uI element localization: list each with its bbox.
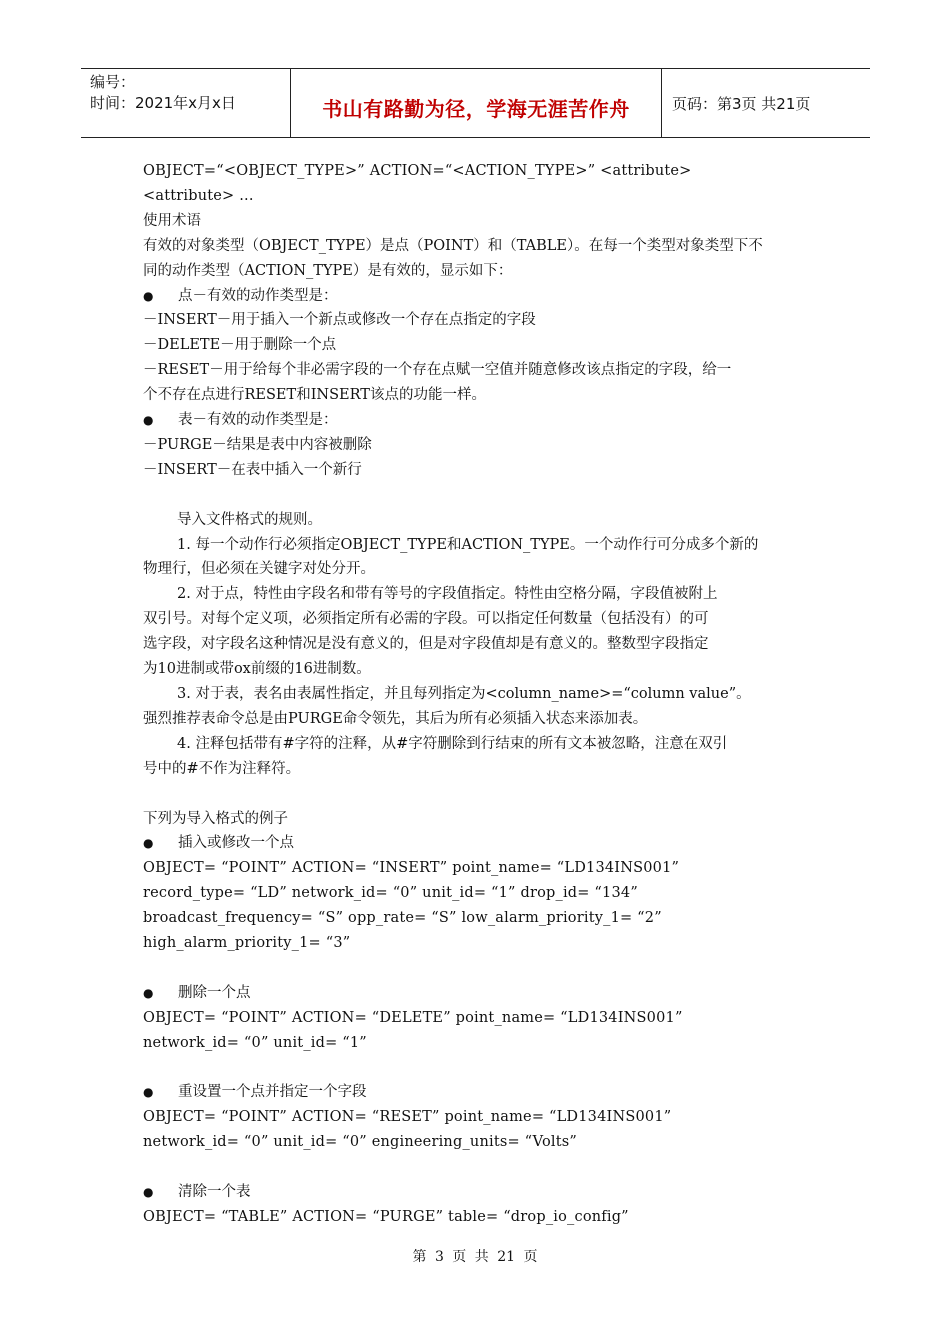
text-line: 物理行，但必须在关键字对处分开。 <box>143 561 375 578</box>
bullet-icon: ● <box>143 413 154 428</box>
document-number-label: 编号： <box>90 73 136 91</box>
code-line: high_alarm_priority_1= “3” <box>143 935 351 952</box>
paragraph-line: 4. 注释包括带有#字符的注释，从#字符删除到行结束的所有文本被忽略，注意在双引 <box>177 735 728 752</box>
page-header <box>81 68 870 138</box>
text-line: 使用术语 <box>143 212 201 229</box>
bullet-item <box>143 831 813 856</box>
code-line: OBJECT= “POINT” ACTION= “INSERT” point_name= “LD134INS001” <box>143 860 680 877</box>
text-line: －INSERT－用于插入一个新点或修改一个存在点指定的字段 <box>143 312 536 329</box>
code-line: network_id= “0” unit_id= “1” <box>143 1034 367 1051</box>
bullet-text: 重设置一个点并指定一个字段 <box>178 1084 367 1101</box>
code-line: record_type= “LD” network_id= “0” unit_id= “1” drop_id= “134” <box>143 885 638 902</box>
header-motto: 书山有路勤为径，学海无涯苦作舟 <box>291 69 662 137</box>
bullet-text: 删除一个点 <box>178 984 251 1001</box>
paragraph-line: 2. 对于点，特性由字段名和带有等号的字段值指定。特性由空格分隔，字段值被附上 <box>177 586 718 603</box>
blank-line <box>143 782 813 807</box>
bullet-text: 清除一个表 <box>178 1184 251 1201</box>
page-footer: 第 3 页 共 21 页 <box>412 1249 538 1265</box>
bullet-text: 点－有效的动作类型是： <box>178 287 338 304</box>
bullet-icon: ● <box>143 985 154 1000</box>
text-line: －RESET－用于给每个非必需字段的一个存在点赋一空值并随意修改该点指定的字段，给一 <box>143 362 732 379</box>
text-line: －INSERT－在表中插入一个新行 <box>143 461 362 478</box>
header-meta <box>81 69 291 137</box>
text-line: 个不存在点进行RESET和INSERT该点的功能一样。 <box>143 387 486 404</box>
bullet-icon: ● <box>143 1185 154 1200</box>
bullet-item <box>143 1080 813 1105</box>
bullet-icon: ● <box>143 836 154 851</box>
text-line: 强烈推荐表命令总是由PURGE命令领先，其后为所有必须插入状态来添加表。 <box>143 710 648 727</box>
text-line: －DELETE－用于删除一个点 <box>143 337 337 354</box>
paragraph-line: 3. 对于表，表名由表属性指定，并且每列指定为<column_name>=“column value”。 <box>177 686 751 703</box>
bullet-icon: ● <box>143 1085 154 1100</box>
code-line: OBJECT= “TABLE” ACTION= “PURGE” table= “drop_io_config” <box>143 1208 629 1225</box>
code-line: broadcast_frequency= “S” opp_rate= “S” low_alarm_priority_1= “2” <box>143 910 662 927</box>
text-line: 双引号。对每个定义项，必须指定所有必需的字段。可以指定任何数量（包括没有）的可 <box>143 611 709 628</box>
text-line: 同的动作类型（ACTION_TYPE）是有效的，显示如下： <box>143 262 513 279</box>
bullet-text: 表－有效的动作类型是： <box>178 412 338 429</box>
code-line: OBJECT=“<OBJECT_TYPE>” ACTION=“<ACTION_TYPE>” <attribute> <box>143 163 692 179</box>
bullet-item <box>143 1180 813 1205</box>
text-line: 有效的对象类型（OBJECT_TYPE）是点（POINT）和（TABLE）。在每一个类型对象类型下不 <box>143 237 763 254</box>
bullet-item <box>143 284 813 309</box>
blank-line <box>143 1056 813 1081</box>
code-line: OBJECT= “POINT” ACTION= “RESET” point_name= “LD134INS001” <box>143 1109 672 1126</box>
text-line: 下列为导入格式的例子 <box>143 810 288 827</box>
header-page-info: 页码：第3页 共21页 <box>672 94 811 113</box>
bullet-item <box>143 408 813 433</box>
document-date: 时间：2021年x月x日 <box>90 94 236 112</box>
paragraph-line: 1. 每一个动作行必须指定OBJECT_TYPE和ACTION_TYPE。一个动作行可分成多个新的 <box>177 536 759 553</box>
text-line: 为10进制或带ox前缀的16进制数。 <box>143 661 371 678</box>
paragraph-line: 导入文件格式的规则。 <box>177 511 322 528</box>
bullet-icon: ● <box>143 288 154 303</box>
blank-line <box>143 483 813 508</box>
code-line: OBJECT= “POINT” ACTION= “DELETE” point_name= “LD134INS001” <box>143 1009 683 1026</box>
blank-line <box>143 1155 813 1180</box>
bullet-item <box>143 981 813 1006</box>
blank-line <box>143 956 813 981</box>
text-line: 号中的#不作为注释符。 <box>143 760 301 777</box>
bullet-text: 插入或修改一个点 <box>178 835 294 852</box>
code-line: <attribute> ... <box>143 187 254 204</box>
text-line: －PURGE－结果是表中内容被删除 <box>143 436 372 453</box>
code-line: network_id= “0” unit_id= “0” engineering_units= “Volts” <box>143 1134 578 1151</box>
text-line: 选字段，对字段名这种情况是没有意义的，但是对字段值却是有意义的。整数型字段指定 <box>143 636 709 653</box>
document-body <box>143 159 813 1230</box>
